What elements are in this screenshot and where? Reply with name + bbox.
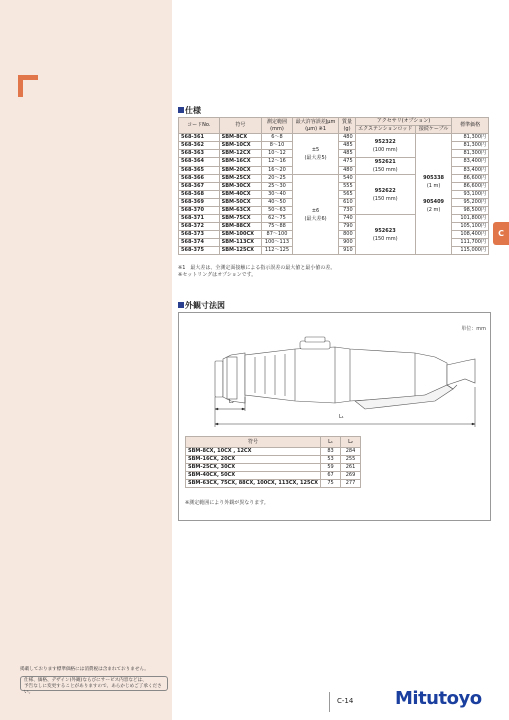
- cell-model: SBM-75CX: [219, 215, 262, 223]
- cell-range: 8〜10: [262, 142, 292, 150]
- cell-model: SBM-125CX: [219, 247, 262, 255]
- cell-mass: 610: [339, 199, 355, 207]
- cell-price: 81,300円: [452, 150, 489, 158]
- dimension-section-title: 外観寸法図: [178, 300, 225, 311]
- brand-logo: Mitutoyo: [395, 688, 482, 709]
- cell-model: SBM-20CX: [219, 166, 262, 175]
- cell-range: 62〜75: [262, 215, 292, 223]
- header-error: 最大許容誤差Jμm (μm) ※1: [292, 118, 339, 134]
- cell-model: SBM-10CX: [219, 142, 262, 150]
- cell-mass: 480: [339, 166, 355, 175]
- cell-code: 568-372: [179, 223, 220, 231]
- header-code: コードNo.: [179, 118, 220, 134]
- ext-group-4: 952623 (150 mm): [355, 215, 415, 255]
- cell-price: 81,300円: [452, 134, 489, 142]
- dim-cell-l1: 67: [321, 472, 341, 480]
- dim-cell-l2: 255: [341, 456, 361, 464]
- cell-price: 83,400円: [452, 158, 489, 167]
- cell-range: 100〜113: [262, 239, 292, 247]
- unit-label: 単位：mm: [461, 326, 486, 332]
- cell-range: 112〜125: [262, 247, 292, 255]
- cell-code: 568-361: [179, 134, 220, 142]
- cell-code: 568-369: [179, 199, 220, 207]
- dimension-box: [178, 312, 491, 521]
- cell-model: SBM-40CX: [219, 191, 262, 199]
- dim-cell-model: SBM-40CX, 50CX: [186, 472, 321, 480]
- dim-cell-model: SBM-25CX, 30CX: [186, 464, 321, 472]
- cell-range: 75〜88: [262, 223, 292, 231]
- cell-price: 93,100円: [452, 191, 489, 199]
- left-decor-band: [0, 0, 172, 720]
- cell-price: 95,200円: [452, 199, 489, 207]
- cell-mass: 540: [339, 175, 355, 183]
- cell-price: 105,100円: [452, 223, 489, 231]
- label-l1: L₁: [339, 414, 344, 420]
- dim-cell-l2: 284: [341, 448, 361, 456]
- cell-mass: 740: [339, 215, 355, 223]
- cell-model: SBM-12CX: [219, 150, 262, 158]
- cell-code: 568-375: [179, 247, 220, 255]
- cell-mass: 480: [339, 134, 355, 142]
- cell-price: 101,800円: [452, 215, 489, 223]
- square-bullet-icon: [178, 107, 184, 113]
- cell-mass: 900: [339, 239, 355, 247]
- cell-model: SBM-113CX: [219, 239, 262, 247]
- cell-code: 568-373: [179, 231, 220, 239]
- table-row: [186, 472, 361, 480]
- cell-price: 81,300円: [452, 142, 489, 150]
- cell-code: 568-374: [179, 239, 220, 247]
- header-mass: 質量 (g): [339, 118, 355, 134]
- cell-model: SBM-16CX: [219, 158, 262, 167]
- footer-notice-line-2: 予告なしに変更することがありますので、あらかじめご了承ください。: [24, 684, 162, 695]
- cell-price: 98,500円: [452, 207, 489, 215]
- cell-mass: 555: [339, 183, 355, 191]
- cell-price: 83,400円: [452, 166, 489, 175]
- cell-model: SBM-63CX: [219, 207, 262, 215]
- cell-price: 86,600円: [452, 175, 489, 183]
- cell-range: 40〜50: [262, 199, 292, 207]
- cell-model: SBM-100CX: [219, 231, 262, 239]
- cell-mass: 485: [339, 142, 355, 150]
- dim-cell-l1: 59: [321, 464, 341, 472]
- cell-range: 30〜40: [262, 191, 292, 199]
- cell-range: 16〜20: [262, 166, 292, 175]
- table-row: [179, 134, 489, 142]
- corner-mark: [18, 75, 38, 97]
- cell-code: 568-365: [179, 166, 220, 175]
- cell-code: 568-370: [179, 207, 220, 215]
- dim-cell-model: SBM-63CX, 75CX, 88CX, 100CX, 113CX, 125CX: [186, 480, 321, 488]
- dim-header-l1: L₁: [321, 437, 341, 448]
- dimension-note: ※測定範囲により外観が異なります。: [185, 500, 269, 506]
- cell-mass: 790: [339, 223, 355, 231]
- spec-header-row: [179, 118, 489, 126]
- cell-model: SBM-30CX: [219, 183, 262, 191]
- page-number: C-14: [337, 697, 354, 705]
- ext-group-1: 952322 (100 mm): [355, 134, 415, 158]
- dim-header-model: 符号: [186, 437, 321, 448]
- table-row: [186, 480, 361, 488]
- spec-note-1: ※1 最大差は、全測定面接触による指示誤差の最大値と最小値の差。: [178, 265, 336, 271]
- cell-code: 568-362: [179, 142, 220, 150]
- section-tab-c[interactable]: C: [493, 222, 509, 245]
- cell-mass: 730: [339, 207, 355, 215]
- header-cable: 接続ケーブル: [415, 126, 452, 134]
- cell-range: 50〜63: [262, 207, 292, 215]
- dim-cell-l1: 75: [321, 480, 341, 488]
- cell-model: SBM-50CX: [219, 199, 262, 207]
- dim-cell-l2: 277: [341, 480, 361, 488]
- cell-code: 568-368: [179, 191, 220, 199]
- dim-header-row: [186, 437, 361, 448]
- spec-table: [178, 117, 489, 255]
- cell-mass: 475: [339, 158, 355, 167]
- cell-code: 568-366: [179, 175, 220, 183]
- header-price: 標準価格: [452, 118, 489, 134]
- cell-model: SBM-88CX: [219, 223, 262, 231]
- cell-price: 115,000円: [452, 247, 489, 255]
- cell-mass: 485: [339, 150, 355, 158]
- dim-cell-model: SBM-16CX, 20CX: [186, 456, 321, 464]
- cell-range: 6〜8: [262, 134, 292, 142]
- cell-code: 568-364: [179, 158, 220, 167]
- cell-range: 25〜30: [262, 183, 292, 191]
- cell-range: 87〜100: [262, 231, 292, 239]
- error-group-1: ±5 (最大差5): [292, 134, 339, 175]
- cell-range: 20〜25: [262, 175, 292, 183]
- dim-cell-l2: 261: [341, 464, 361, 472]
- dimension-table: [185, 436, 361, 488]
- cell-code: 568-367: [179, 183, 220, 191]
- table-row: [186, 464, 361, 472]
- table-row: [186, 448, 361, 456]
- cell-code: 568-371: [179, 215, 220, 223]
- footer-tax-note: 掲載しております標準価格には消費税は含まれておりません。: [20, 667, 149, 672]
- dim-cell-l1: 53: [321, 456, 341, 464]
- cell-code: 568-363: [179, 150, 220, 158]
- cell-range: 12〜16: [262, 158, 292, 167]
- footer-notice-line-1: 仕様、価格、デザイン(外観)ならびにサービス内容などは、: [24, 678, 147, 683]
- ext-group-3: 952622 (150 mm): [355, 175, 415, 215]
- cell-model: SBM-25CX: [219, 175, 262, 183]
- cell-price: 86,600円: [452, 183, 489, 191]
- cell-range: 10〜12: [262, 150, 292, 158]
- square-bullet-icon: [178, 302, 184, 308]
- dim-cell-l2: 269: [341, 472, 361, 480]
- dim-cell-l1: 83: [321, 448, 341, 456]
- footer-notice-box: [20, 676, 168, 695]
- cell-model: SBM-8CX: [219, 134, 262, 142]
- ext-group-2: 952621 (150 mm): [355, 158, 415, 175]
- spec-section-title: 仕様: [178, 105, 201, 116]
- spec-note-2: ※セットリングはオプションです。: [178, 272, 257, 278]
- page-divider: [329, 692, 330, 712]
- dim-header-l2: L₂: [341, 437, 361, 448]
- bore-micrometer-drawing: [185, 331, 485, 431]
- cell-mass: 565: [339, 191, 355, 199]
- header-accessory: アクセサリ(オプション): [355, 118, 452, 126]
- cell-price: 108,400円: [452, 231, 489, 239]
- table-row: [186, 456, 361, 464]
- cell-price: 111,700円: [452, 239, 489, 247]
- header-range: 測定範囲 (mm): [262, 118, 292, 134]
- cell-mass: 910: [339, 247, 355, 255]
- cell-mass: 800: [339, 231, 355, 239]
- header-ext-rod: エクステンションロッド: [355, 126, 415, 134]
- header-model: 符号: [219, 118, 262, 134]
- label-l2: L₂: [229, 399, 234, 405]
- error-group-2: ±6 (最大差6): [292, 175, 339, 255]
- dim-cell-model: SBM-8CX, 10CX , 12CX: [186, 448, 321, 456]
- cable-group: 905338 (1 m) 905409 (2 m): [415, 134, 452, 255]
